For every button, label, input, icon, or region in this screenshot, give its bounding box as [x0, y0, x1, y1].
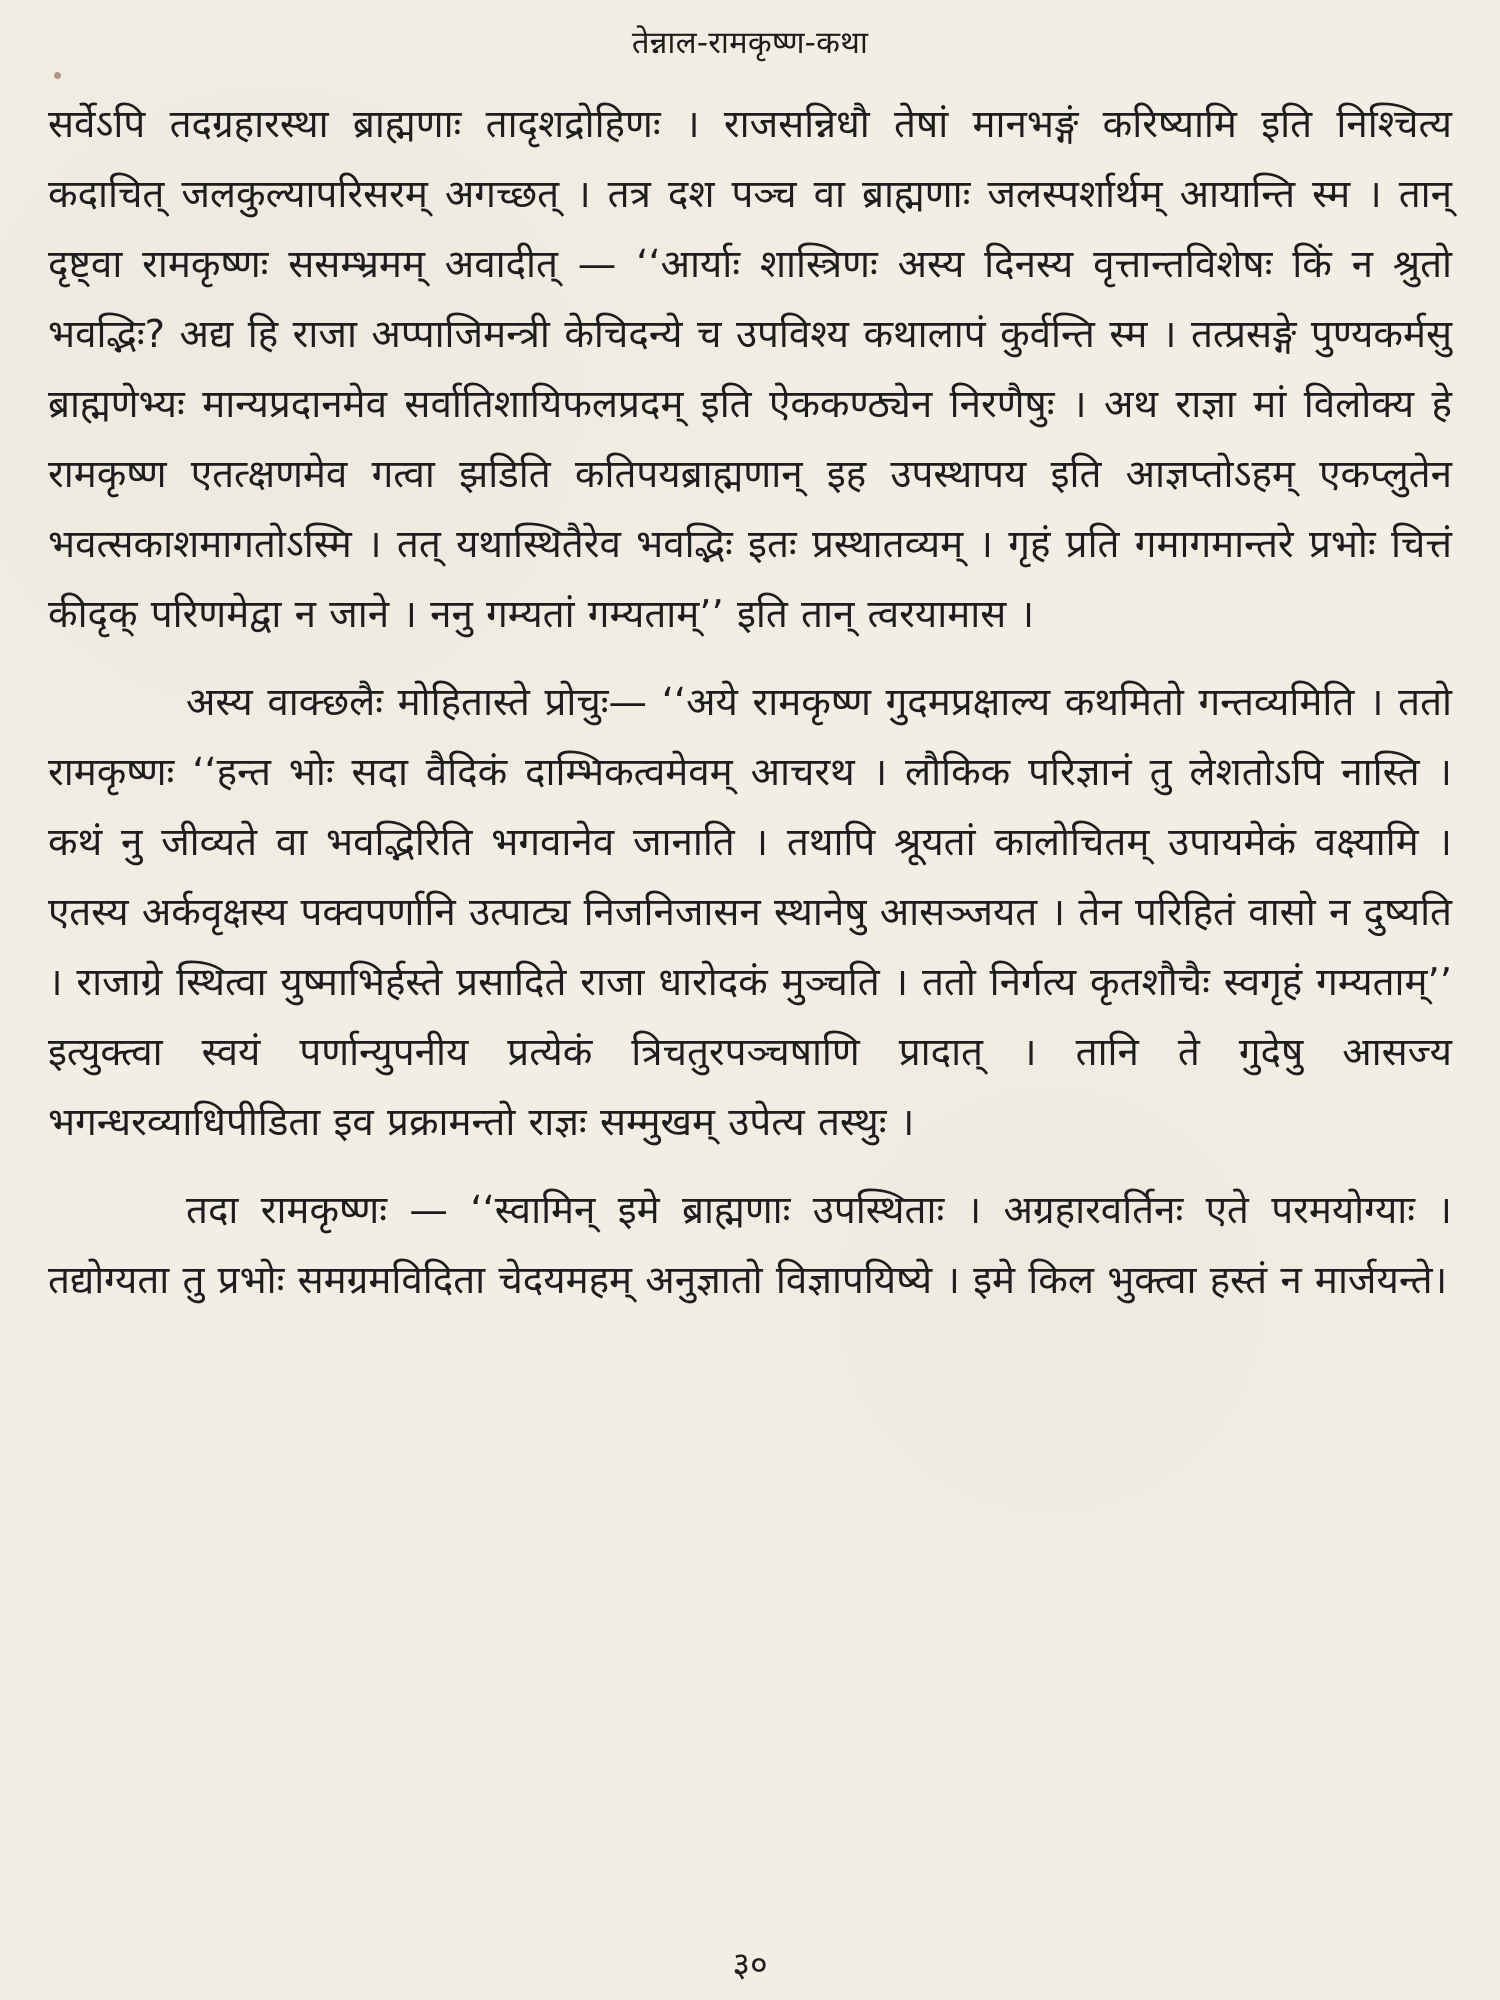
paragraph-3: तदा रामकृष्णः — ‘‘स्वामिन् इमे ब्राह्मणाः उपस्थिताः । अग्रहारवर्तिनः एते परमयोग्याः । तद्योग्यता तु प्रभोः समग्रमविदिता चेदयमहम् अनुज्ञातो विज्ञापयिष्ये । इमे किल भुक्त्वा हस्तं न मार्जयन्ते।	[48, 1188, 1452, 1304]
page-body	[48, 90, 1452, 1316]
paragraph-2: अस्य वाक्छलैः मोहितास्ते प्रोचुः— ‘‘अये रामकृष्ण गुदमप्रक्षाल्य कथमितो गन्तव्यमिति । ततो रामकृष्णः ‘‘हन्त भोः सदा वैदिकं दाम्भिकत्वमेवम् आचरथ । लौकिक परिज्ञानं तु लेशतोऽपि नास्ति । कथं नु जीव्यते वा भवद्भिरिति भगवानेव जानाति । तथापि श्रूयतां कालोचितम् उपायमेकं वक्ष्यामि । एतस्य अर्कवृक्षस्य पक्वपर्णानि उत्पाट्य निजनिजासन स्थानेषु आसञ्जयत । तेन परिहितं वासो न दुष्यति । राजाग्रे स्थित्वा युष्माभिर्हस्ते प्रसादिते राजा धारोदकं मुञ्चति । ततो निर्गत्य कृतशौचैः स्वगृहं गम्यताम्’’ इत्युक्त्वा स्वयं पर्णान्युपनीय प्रत्येकं त्रिचतुरपञ्चषाणि प्रादात् । तानि ते गुदेषु आसज्य भगन्धरव्याधिपीडिता इव प्रक्रामन्तो राज्ञः सम्मुखम् उपेत्य तस्थुः ।	[48, 680, 1452, 1146]
running-header: तेन्नाल-रामकृष्ण-कथा	[631, 25, 869, 61]
ink-speck	[54, 72, 61, 79]
page-number: ३०	[732, 1945, 768, 1985]
paragraph-1: सर्वेऽपि तदग्रहारस्था ब्राह्मणाः तादृशद्रोहिणः । राजसन्निधौ तेषां मानभङ्गं करिष्यामि इति निश्चित्य कदाचित् जलकुल्यापरिसरम् अगच्छत् । तत्र दश पञ्च वा ब्राह्मणाः जलस्पर्शार्थम् आयान्ति स्म । तान् दृष्ट्वा रामकृष्णः ससम्भ्रमम् अवादीत् — ‘‘आर्याः शास्त्रिणः अस्य दिनस्य वृत्तान्तविशेषः किं न श्रुतो भवद्भिः? अद्य हि राजा अप्पाजिमन्त्री केचिदन्ये च उपविश्य कथालापं कुर्वन्ति स्म । तत्प्रसङ्गे पुण्यकर्मसु ब्राह्मणेभ्यः मान्यप्रदानमेव सर्वातिशायिफलप्रदम् इति ऐककण्ठ्येन निरणैषुः । अथ राज्ञा मां विलोक्य हे रामकृष्ण एतत्क्षणमेव गत्वा झडिति कतिपयब्राह्मणान् इह उपस्थापय इति आज्ञप्तोऽहम् एकप्लुतेन भवत्सकाशमागतोऽस्मि । तत् यथास्थितैरेव भवद्भिः इतः प्रस्थातव्यम् । गृहं प्रति गमागमान्तरे प्रभोः चित्तं कीदृक् परिणमेद्वा न जाने । ननु गम्यतां गम्यताम्’’ इति तान् त्वरयामास ।	[48, 102, 1452, 638]
